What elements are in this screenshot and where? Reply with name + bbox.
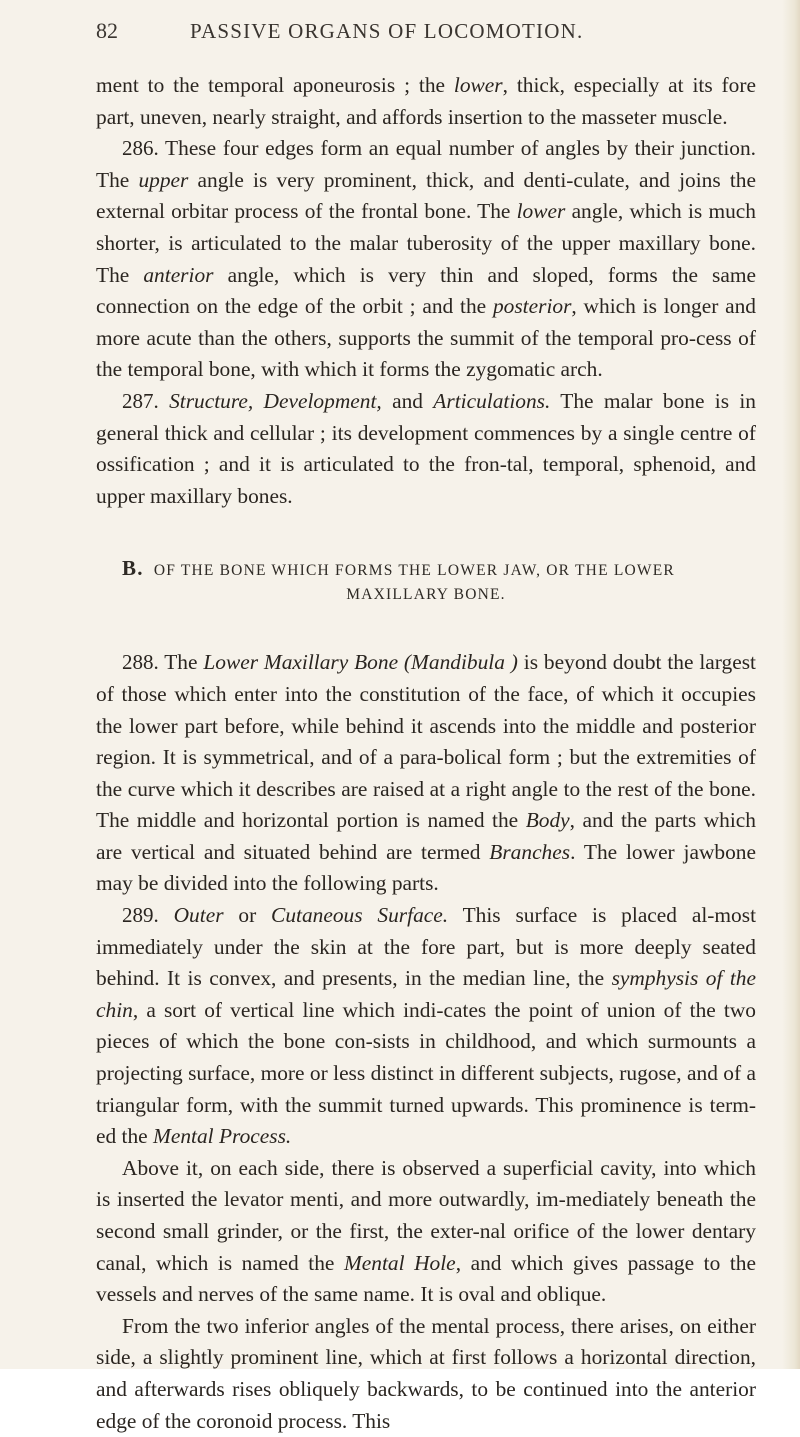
text-run: From the two inferior angles of the mental process, there arises, on either side, a slightly prominent line, which at first follows a horizontal direction, and afterwards rises obliquely backwards, to be continued into the anterior edge of the coronoid process. This [96, 1313, 756, 1433]
paragraph-title: Cutaneous Surface. [271, 903, 449, 928]
page-number: 82 [96, 18, 118, 43]
paragraph-289 [96, 900, 756, 1153]
section-heading-line1 [96, 556, 756, 583]
emphasis: posterior [492, 294, 572, 319]
paragraph-286 [96, 133, 756, 386]
emphasis: lower [453, 73, 503, 97]
paragraph-title: Articulations. [433, 388, 551, 413]
paragraph-title: Outer [173, 903, 224, 928]
paragraph-above [96, 1153, 756, 1311]
section-letter: B. [122, 556, 144, 581]
emphasis: Lower Maxillary Bone (Mandibula ) [203, 650, 518, 675]
text-run: , and the parts which are vertical and situated behind are termed [96, 808, 756, 864]
section-heading [96, 556, 756, 607]
text-run: , and which gives passage to the vessels and nerves of the same name. It is oval and oblique. [96, 1250, 756, 1307]
text-run: Above it, on each side, there is observed a superficial cavity, into which is inserted the levator menti, and more outwardly, im-mediately beneath the second small grinder, or the first, the exter-nal orifice of the lower dentary canal, which is named the [96, 1155, 756, 1275]
emphasis: Branches [489, 839, 571, 864]
paragraph-number: 289. [122, 903, 159, 928]
text-run: angle is very prominent, thick, and denti-culate, and joins the external orbitar process of the frontal bone. The [96, 167, 756, 224]
text-run: and [381, 388, 434, 413]
emphasis: lower [516, 199, 566, 224]
emphasis: Mental Process. [153, 1124, 292, 1149]
text-run: . The lower jawbone may be divided into the following parts. [96, 839, 756, 896]
text-run: The malar bone is in general thick and cellular ; its development commences by a single centre of ossification ; and it is articulated to the fron-tal, temporal, sphenoid, and upper maxillary bones. [96, 388, 756, 508]
body-text [96, 70, 756, 1437]
paragraph-continued [96, 70, 756, 133]
paragraph-number: 288. [122, 650, 159, 675]
text-run: , a sort of vertical line which indi-cates the point of union of the two pieces of which the bone con-sists in childhood, and which surmounts a projecting surface, more or less distinct in different subjects, rugose, and of a triangular form, with the summit turned upwards. This prominence is term-ed the [96, 997, 756, 1149]
emphasis: Body [525, 808, 570, 833]
section-title: OF THE BONE WHICH FORMS THE LOWER JAW, OR THE LOWER [153, 562, 675, 580]
emphasis: Mental Hole [343, 1250, 456, 1275]
text-run: The [158, 650, 204, 675]
text-run: or [223, 903, 272, 928]
running-header [96, 18, 756, 44]
paragraph-288 [96, 647, 756, 900]
text-run: , which is longer and more acute than the others, supports the summit of the temporal pro-cess of the temporal bone, with which it forms the zygomatic arch. [96, 294, 757, 382]
paragraph-title: Structure, Development, [169, 388, 382, 413]
paragraph-287 [96, 386, 756, 512]
paragraph-number: 286. [122, 136, 159, 161]
text-run: angle, which is much shorter, is articulated to the malar tuberosity of the upper maxillary bone. The [96, 199, 756, 287]
text-run: This surface is placed al-most immediately under the skin at the fore part, but is more deeply seated behind. It is convex, and presents, in the median line, the [96, 903, 757, 991]
paragraph-number: 287. [122, 388, 159, 413]
emphasis: anterior [143, 262, 214, 287]
emphasis: upper [138, 167, 189, 192]
paragraph-from [96, 1311, 756, 1437]
text-run: These four edges form an equal number of angles by their junction. The [96, 136, 756, 192]
running-title: PASSIVE ORGANS OF LOCOMOTION. [190, 19, 584, 43]
section-heading-line2: MAXILLARY BONE. [346, 586, 506, 604]
text-run: is beyond doubt the largest of those which enter into the constitution of the face, of which it occupies the lower part before, while behind it ascends into the middle and posterior region. It is symmetrical, and of a para-bolical form ; but the extremities of the curve which it describes are raised at a right angle to the rest of the bone. The middle and horizontal portion is named the [96, 650, 756, 833]
text-run: , thick, especially at its fore part, uneven, nearly straight, and affords insertion to the masseter muscle. [96, 73, 756, 129]
text-run: ment to the temporal aponeurosis ; the [96, 73, 454, 97]
emphasis: symphysis of the chin [96, 966, 756, 1022]
text-run: angle, which is very thin and sloped, forms the same connection on the edge of the orbit ; and the [96, 262, 756, 319]
